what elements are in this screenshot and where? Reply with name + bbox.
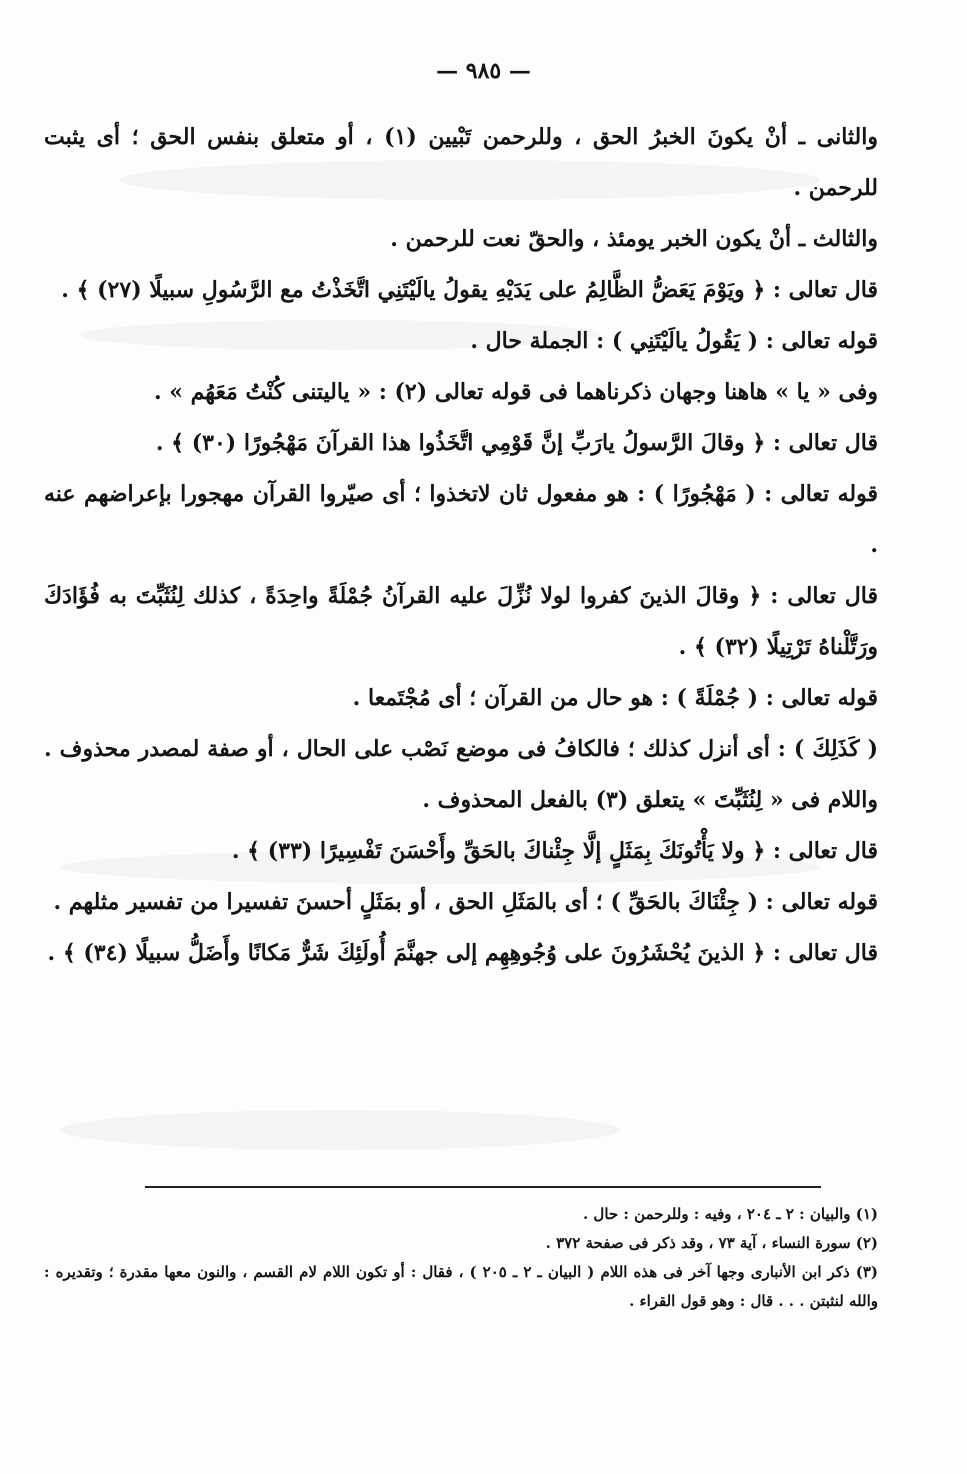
paragraph: قال تعالى : ﴿ الذينَ يُحْشَرُونَ على وُجُوهِهِم إلى جهنَّمَ أُولَئِكَ شَرٌّ مَكانًا وأَضَلُّ سبيلًا (٣٤) ﴾ . [47,940,878,966]
main-text [44,112,924,979]
scan-smudge [60,1110,620,1150]
paragraph: قال تعالى : ﴿ وقالَ الرَّسولُ يارَبِّ إنَّ قَوْمِي اتَّخَذُوا هذا القرآنَ مَهْجُورًا (٣٠) ﴾ . [155,430,878,456]
paragraph: والثالث ـ أنْ يكون الخبر يومئذ ، والحقّ نعت للرحمن . [390,226,878,252]
paragraph: قال تعالى : ﴿ وقالَ الذينَ كفروا لولا نُزِّلَ عليه القرآنُ جُمْلَةً واحِدَةً ، كذلك لِنُثَبِّتَ به فُؤَادَكَ ورَتَّلْناهُ تَرْتِيلًا (٣٢) ﴾ . [44,583,878,660]
paragraph: وفى « يا » هاهنا وجهان ذكرناهما فى قوله تعالى (٢) : « ياليتنى كُنْتُ مَعَهُم » . [153,379,878,405]
footnote-divider [145,1186,821,1188]
footnotes [44,1200,924,1316]
footnote: (٣) ذكر ابن الأنبارى وجها آخر فى هذه اللام ( البيان ـ ٢ ـ ٢٠٥ ) ، فقال : أو تكون اللام لام القسم ، والنون معها مقدرة ؛ وتقديره : والله لنثبتن . . . قال : وهو قول القراء . [44,1263,878,1310]
paragraph: قوله تعالى : ( جِئْنَاكَ بالحَقِّ ) ؛ أى بالمَثَلِ الحق ، أو بمَثَلٍ أحسنَ تفسيرا من تفسير مثلهم . [53,889,878,915]
paragraph: قال تعالى : ﴿ ولا يَأْتُونَكَ بِمَثَلٍ إلَّا جِئْناكَ بالحَقِّ وأَحْسَنَ تَفْسِيرًا (٣٣) ﴾ . [231,838,878,864]
paragraph: ( كَذَلِكَ ) : أى أنزل كذلك ؛ فالكافُ فى موضع نَصْب على الحال ، أو صفة لمصدر محذوف . واللام فى « لِنُثَبِّتَ » يتعلق (٣) بالفعل المحذوف . [44,736,878,813]
paragraph: قوله تعالى : ( يَقُولُ يالَيْتَنِي ) : الجملة حال . [470,328,878,354]
paragraph: والثانى ـ أنْ يكونَ الخبرُ الحق ، وللرحمن تَبْيين (١) ، أو متعلق بنفس الحق ؛ أى يثبت للرحمن . [44,124,878,201]
paragraph: قال تعالى : ﴿ ويَوْمَ يَعَضُّ الظَّالِمُ على يَدَيْهِ يقولُ يالَيْتَنِي اتَّخَذْتُ مع الرَّسُولِ سبيلًا (٢٧) ﴾ . [61,277,878,303]
paragraph: قوله تعالى : ( جُمْلَةً ) : هو حال من القرآن ؛ أى مُجْتَمعا . [352,685,878,711]
footnote: (٢) سورة النساء ، آية ٧٣ ، وقد ذكر فى صفحة ٣٧٢ . [545,1234,878,1252]
page-number: — ٩٨٥ — [436,58,531,84]
paragraph: قوله تعالى : ( مَهْجُورًا ) : هو مفعول ثان لاتخذوا ؛ أى صيّروا القرآن مهجورا بإعراضهم عنه . [44,481,878,558]
footnote: (١) والبيان : ٢ ـ ٢٠٤ ، وفيه : وللرحمن : حال . [582,1205,878,1223]
